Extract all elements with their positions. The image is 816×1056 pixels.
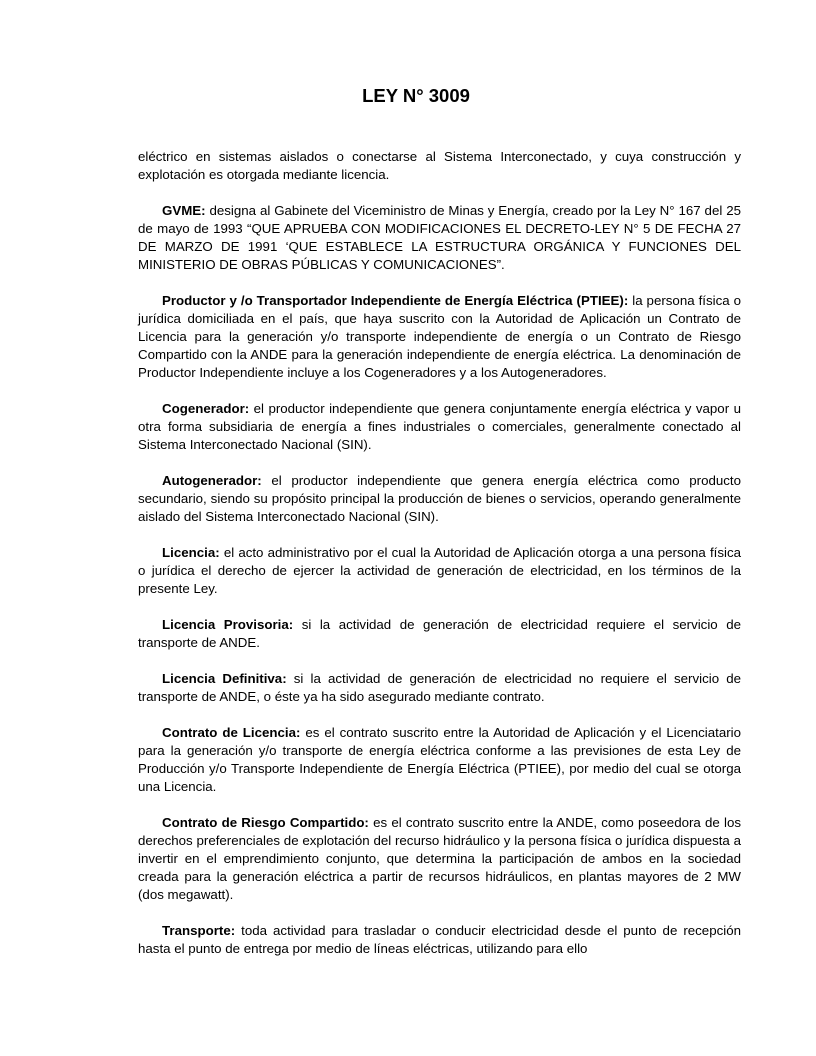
definition-text: designa al Gabinete del Viceministro de Minas y Energía, creado por la Ley N° 167 del 25 de mayo de 1993 “QUE APRUEBA CON MODIFICACIONES EL DECRETO-LEY N° 5 DE FECHA 27 DE MARZO DE 1991 ‘QUE ESTABLECE LA ESTRUCTURA ORGÁNICA Y FUNCIONES DEL MINISTERIO DE OBRAS PÚBLICAS Y COMUNICACIONES”. [138, 203, 741, 272]
definition-text: si la actividad de generación de electricidad no requiere el servicio de transporte de ANDE, o éste ya ha sido asegurado mediante contrato. [138, 671, 742, 704]
definition-text: si la actividad de generación de electricidad requiere el servicio de transporte de ANDE. [138, 617, 741, 650]
definition-term: Licencia: [162, 545, 220, 560]
document-title: LEY N° 3009 [362, 85, 470, 106]
definition-term: Contrato de Licencia: [162, 725, 301, 740]
definition-term: Autogenerador: [162, 473, 262, 488]
definition-text: el productor independiente que genera conjuntamente energía eléctrica y vapor u otra forma subsidiaria de energía a fines industriales o comerciales, generalmente conectado al Sistema Interconectado Nacional (SIN). [138, 401, 741, 452]
definition-text: toda actividad para trasladar o conducir electricidad desde el punto de recepción hasta el punto de entrega por medio de líneas eléctricas, utilizando para ello [138, 923, 741, 956]
definition-cogenerador [138, 400, 741, 454]
definition-text: es el contrato suscrito entre la ANDE, como poseedora de los derechos preferenciales de explotación del recurso hidráulico y la persona física o jurídica dispuesta a invertir en el emprendimiento conjunto, que determina la participación de ambos en la sociedad creada para la generación eléctrica a partir de recursos hidráulicos, en plantas mayores de 2 MW (dos megawatt). [138, 815, 741, 902]
definition-term: Licencia Provisoria: [162, 617, 294, 632]
definition-term: Contrato de Riesgo Compartido: [162, 815, 369, 830]
definition-term: Cogenerador: [162, 401, 250, 416]
definition-transporte [138, 922, 741, 958]
definition-text: el productor independiente que genera energía eléctrica como producto secundario, siendo su propósito principal la producción de bienes o servicios, operando generalmente aislado del Sistema Interconectado Nacional (SIN). [138, 473, 741, 524]
paragraph-text: eléctrico en sistemas aislados o conectarse al Sistema Interconectado, y cuya construcción y explotación es otorgada mediante licencia. [138, 149, 741, 182]
definition-licencia-definitiva [138, 670, 741, 706]
definition-term: Productor y /o Transportador Independiente de Energía Eléctrica (PTIEE): [162, 293, 629, 308]
definition-autogenerador [138, 472, 741, 526]
definition-contrato-de-riesgo-compartido [138, 814, 741, 904]
definition-licencia [138, 544, 741, 598]
definition-term: Transporte: [162, 923, 236, 938]
definition-text: la persona física o jurídica domiciliada en el país, que haya suscrito con la Autoridad de Aplicación un Contrato de Licencia para la generación y/o transporte independiente de energía o un Contrato de Riesgo Compartido con la ANDE para la generación independiente de energía eléctrica. La denominación de Productor Independiente incluye a los Cogeneradores y a los Autogeneradores. [138, 293, 741, 380]
definition-text: el acto administrativo por el cual la Autoridad de Aplicación otorga a una persona física o jurídica el derecho de ejercer la actividad de generación de electricidad, en los términos de la presente Ley. [138, 545, 741, 596]
document-body [138, 148, 741, 976]
definition-gvme [138, 202, 741, 274]
definition-contrato-de-licencia [138, 724, 741, 796]
definition-term: GVME: [162, 203, 206, 218]
paragraph-continuation [138, 148, 741, 184]
definition-ptiee [138, 292, 741, 382]
definition-term: Licencia Definitiva: [162, 671, 287, 686]
definition-text: es el contrato suscrito entre la Autoridad de Aplicación y el Licenciatario para la generación y/o transporte de energía eléctrica conforme a las previsiones de esta Ley de Producción y/o Transporte Independiente de Energía Eléctrica (PTIEE), por medio del cual se otorga una Licencia. [138, 725, 741, 794]
definition-licencia-provisoria [138, 616, 741, 652]
